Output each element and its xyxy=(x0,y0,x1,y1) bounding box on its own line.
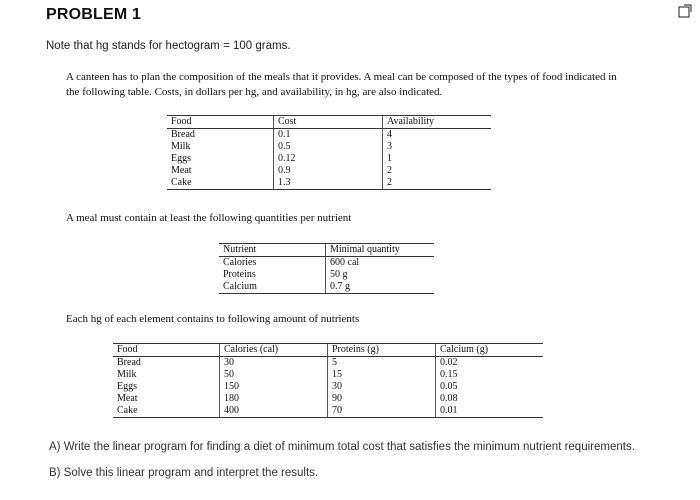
column-header: Nutrient xyxy=(219,244,326,257)
column-header: Food xyxy=(113,344,220,357)
table-cell: Cake xyxy=(167,177,274,190)
table-cell: 2 xyxy=(383,165,492,177)
nutrient-content-intro: Each hg of each element contains to following amount of nutrients xyxy=(66,313,360,325)
table-cell: 0.7 g xyxy=(326,281,435,294)
table-cell: 1.3 xyxy=(274,177,383,190)
table-row xyxy=(113,393,543,405)
problem-title: PROBLEM 1 xyxy=(46,6,142,23)
table-row xyxy=(113,405,543,418)
table-cell: 0.9 xyxy=(274,165,383,177)
table-row xyxy=(113,381,543,393)
table-cell: 30 xyxy=(328,381,436,393)
table-cell: 0.15 xyxy=(436,369,544,381)
table-header-row xyxy=(167,116,491,129)
table-cell: 50 g xyxy=(326,269,435,281)
table-cell: 0.5 xyxy=(274,141,383,153)
table-row xyxy=(167,129,491,142)
table-cell: 400 xyxy=(220,405,328,418)
table-cell: 70 xyxy=(328,405,436,418)
table-cell: 0.1 xyxy=(274,129,383,142)
table-cell: 0.12 xyxy=(274,153,383,165)
table-cell: 50 xyxy=(220,369,328,381)
table-cell: Milk xyxy=(117,369,137,380)
column-header: Food xyxy=(167,116,274,129)
table-cell: 0.05 xyxy=(436,381,544,393)
table-row xyxy=(167,165,491,177)
table-cell: Meat xyxy=(117,393,138,404)
table-cell: Bread xyxy=(117,357,141,368)
table-cell: Cake xyxy=(113,405,220,418)
table-header-row xyxy=(113,344,543,357)
table-header-row xyxy=(219,244,434,257)
expand-image-icon[interactable] xyxy=(678,4,692,18)
table-row xyxy=(219,269,434,281)
table-cell: 15 xyxy=(328,369,436,381)
hectogram-note: Note that hg stands for hectogram = 100 grams. xyxy=(46,40,291,52)
table-cell: 30 xyxy=(220,357,328,370)
question-b: B) Solve this linear program and interpret the results. xyxy=(49,467,319,479)
table-cell: 4 xyxy=(383,129,492,142)
table-cell: 2 xyxy=(383,177,492,190)
nutrient-minimum-table xyxy=(219,243,434,294)
food-cost-table xyxy=(167,115,491,190)
question-a: A) Write the linear program for finding a diet of minimum total cost that satisfies the minimum nutrient requirements. xyxy=(49,441,635,453)
table-cell: Proteins xyxy=(223,269,256,280)
table-row xyxy=(167,153,491,165)
table-row xyxy=(113,369,543,381)
table-cell: 90 xyxy=(328,393,436,405)
column-header: Availability xyxy=(383,116,492,129)
table-cell: Meat xyxy=(171,165,192,176)
table-cell: Calcium xyxy=(219,281,326,294)
table-row xyxy=(167,177,491,190)
table-cell: Eggs xyxy=(117,381,137,392)
column-header: Cost xyxy=(274,116,383,129)
table-cell: 1 xyxy=(383,153,492,165)
table-cell: 5 xyxy=(328,357,436,370)
table-cell: 3 xyxy=(383,141,492,153)
column-header: Calcium (g) xyxy=(436,344,544,357)
table-row xyxy=(219,281,434,294)
nutrient-requirements-intro: A meal must contain at least the following quantities per nutrient xyxy=(66,212,352,224)
column-header: Calories (cal) xyxy=(220,344,328,357)
problem-intro: A canteen has to plan the composition of the meals that it provides. A meal can be composed of the types of food indicated in the following table. Costs, in dollars per hg, and availability, in hg, are also indicated. xyxy=(66,71,617,98)
table-cell: 150 xyxy=(220,381,328,393)
nutrient-content-table xyxy=(113,343,543,418)
table-cell: Milk xyxy=(171,141,191,152)
column-header: Minimal quantity xyxy=(326,244,435,257)
table-row xyxy=(167,141,491,153)
table-cell: 0.02 xyxy=(436,357,544,370)
table-cell: 600 cal xyxy=(326,257,435,270)
table-cell: Eggs xyxy=(171,153,191,164)
table-row xyxy=(113,357,543,370)
table-cell: 180 xyxy=(220,393,328,405)
table-cell: Calories xyxy=(223,257,257,268)
table-row xyxy=(219,257,434,270)
table-cell: 0.08 xyxy=(436,393,544,405)
column-header: Proteins (g) xyxy=(328,344,436,357)
table-cell: Bread xyxy=(171,129,195,140)
table-cell: 0.01 xyxy=(436,405,544,418)
